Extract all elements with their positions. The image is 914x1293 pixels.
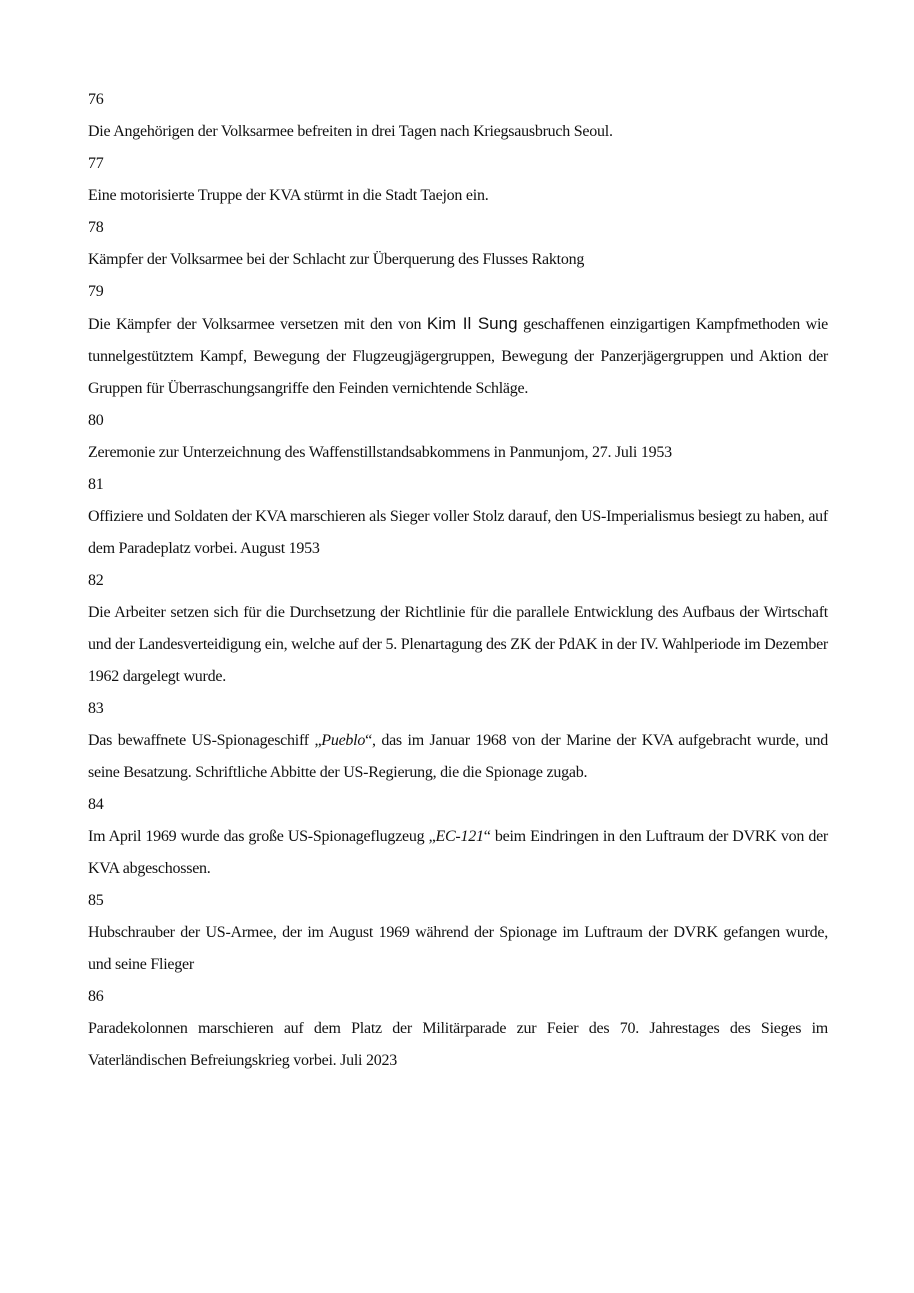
caption-text: Die Arbeiter setzen sich für die Durchsetzung der Richtlinie für die parallele Entwicklung des Aufbaus der Wirtschaft und der Landesverteidigung ein, welche auf der 5. Plenartagung des ZK der PdAK in der IV. Wahlperiode im Dezember 1962 dargelegt wurde. — [88, 604, 828, 685]
caption-number: 83 — [88, 700, 104, 717]
caption-text-after: geschaffenen einzigartigen Kampfmethoden wie tunnelgestütztem Kampf, Bewegung der Flugzeugjägergruppen, Bewegung der Panzerjägergruppen und Aktion der Gruppen für Überraschungsangriffe den Feinden vernichtende Schläge. — [88, 316, 829, 397]
caption-number: 85 — [88, 892, 104, 909]
caption-number: 76 — [88, 91, 104, 108]
caption-entry-86 — [88, 981, 828, 1077]
caption-text: Offiziere und Soldaten der KVA marschieren als Sieger voller Stolz darauf, den US-Imperialismus besiegt zu haben, auf dem Paradeplatz vorbei. August 1953 — [88, 508, 828, 557]
caption-number: 82 — [88, 572, 104, 589]
caption-number: 84 — [88, 796, 104, 813]
caption-text: Eine motorisierte Truppe der KVA stürmt in die Stadt Taejon ein. — [88, 187, 489, 204]
caption-number: 86 — [88, 988, 104, 1005]
caption-number: 79 — [88, 283, 104, 300]
caption-number: 80 — [88, 412, 104, 429]
caption-number: 81 — [88, 476, 104, 493]
caption-entry-78 — [88, 212, 828, 276]
aircraft-name-italic: EC-121 — [435, 828, 484, 845]
caption-text-before: Im April 1969 wurde das große US-Spionageflugzeug „ — [88, 828, 436, 845]
caption-text-before: Die Kämpfer der Volksarmee versetzen mit den von — [88, 316, 427, 333]
caption-entry-79 — [88, 276, 828, 405]
caption-text — [88, 308, 828, 405]
caption-text — [88, 821, 828, 885]
caption-entry-77 — [88, 148, 828, 212]
caption-entry-85 — [88, 885, 828, 981]
caption-text: Die Angehörigen der Volksarmee befreiten in drei Tagen nach Kriegsausbruch Seoul. — [88, 123, 613, 140]
caption-entry-83 — [88, 693, 828, 789]
caption-entry-84 — [88, 789, 828, 885]
caption-number: 78 — [88, 219, 104, 236]
caption-text: Paradekolonnen marschieren auf dem Platz der Militärparade zur Feier des 70. Jahrestages des Sieges im Vaterländischen Befreiungskrieg vorbei. Juli 2023 — [88, 1020, 828, 1069]
caption-entry-82 — [88, 565, 828, 693]
caption-text: Zeremonie zur Unterzeichnung des Waffenstillstandsabkommens in Panmunjom, 27. Juli 1953 — [88, 444, 672, 461]
caption-text — [88, 725, 828, 789]
caption-entry-80 — [88, 405, 828, 469]
caption-text-before: Das bewaffnete US-Spionageschiff „ — [88, 732, 322, 749]
caption-text: Kämpfer der Volksarmee bei der Schlacht zur Überquerung des Flusses Raktong — [88, 251, 585, 268]
caption-entry-81 — [88, 469, 828, 565]
caption-text: Hubschrauber der US-Armee, der im August 1969 während der Spionage im Luftraum der DVRK gefangen wurde, und seine Flieger — [88, 924, 828, 973]
caption-text-after: “, das im Januar 1968 von der Marine der KVA aufgebracht wurde, und seine Besatzung. Schriftliche Abbitte der US-Regierung, die die Spionage zugab. — [88, 732, 828, 781]
document-page — [88, 84, 828, 1077]
caption-entry-76 — [88, 84, 828, 148]
caption-text-after: “ beim Eindringen in den Luftraum der DVRK von der KVA abgeschossen. — [88, 828, 829, 877]
caption-number: 77 — [88, 155, 104, 172]
ship-name-italic: Pueblo — [321, 732, 366, 749]
highlighted-name: Kim Il Sung — [426, 314, 518, 333]
